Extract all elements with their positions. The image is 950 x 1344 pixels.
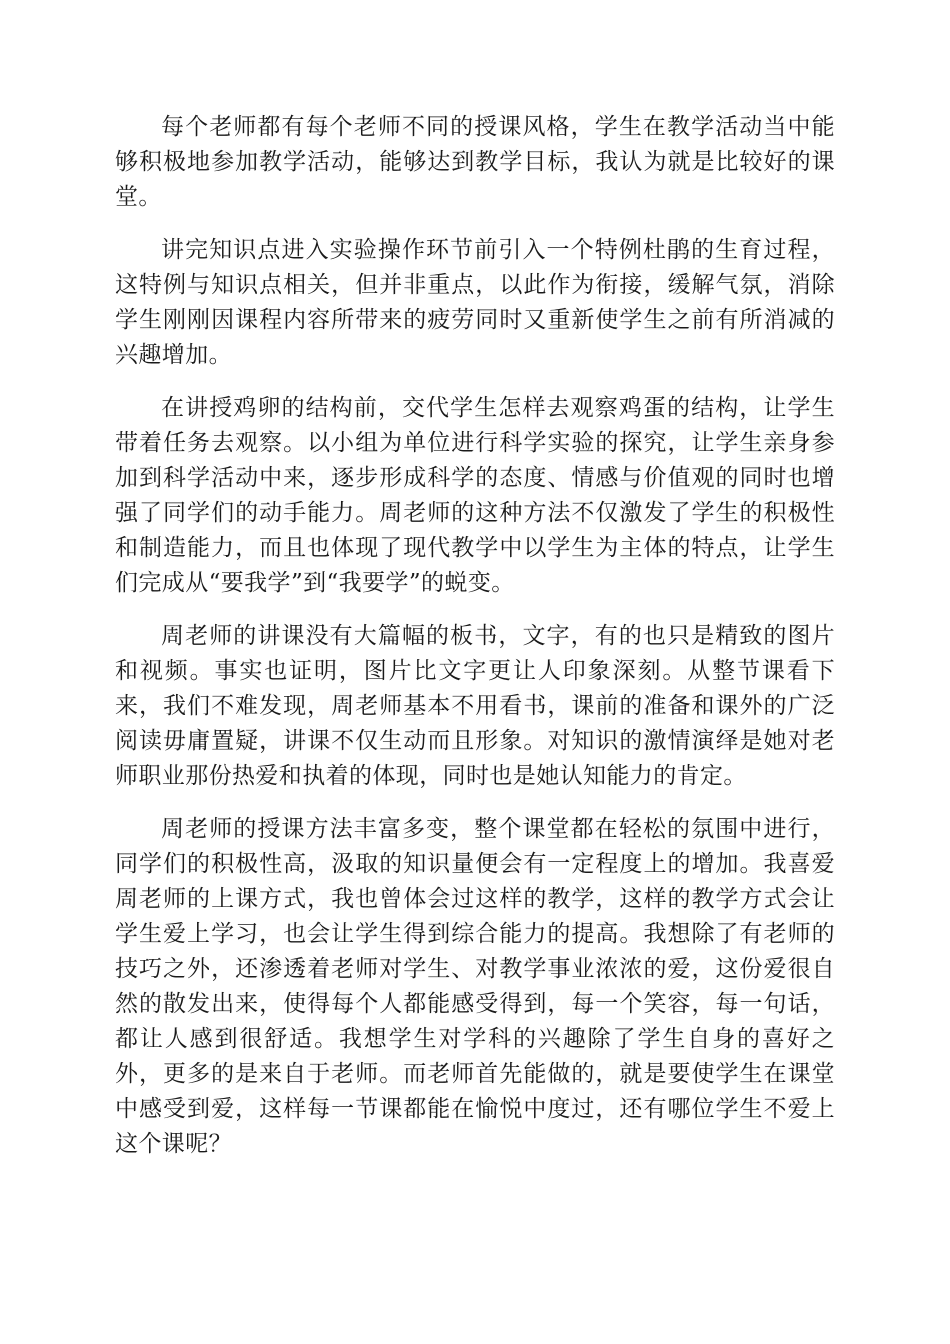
paragraph-2: 讲完知识点进入实验操作环节前引入一个特例杜鹃的生育过程，这特例与知识点相关，但并非重点，以此作为衔接，缓解气氛，消除学生刚刚因课程内容所带来的疲劳同时又重新使学生之前有所消减的兴趣增加。 [115, 237, 835, 368]
document-body [115, 110, 835, 1180]
paragraph-1: 每个老师都有每个老师不同的授课风格，学生在教学活动当中能够积极地参加教学活动，能够达到教学目标，我认为就是比较好的课堂。 [115, 114, 835, 210]
paragraph-3: 在讲授鸡卵的结构前，交代学生怎样去观察鸡蛋的结构，让学生带着任务去观察。以小组为单位进行科学实验的探究，让学生亲身参加到科学活动中来，逐步形成科学的态度、情感与价值观的同时也增强了同学们的动手能力。周老师的这种方法不仅激发了学生的积极性和制造能力，而且也体现了现代教学中以学生为主体的特点，让学生们完成从“要我学”到“我要学”的蜕变。 [115, 395, 835, 596]
paragraph-5: 周老师的授课方法丰富多变，整个课堂都在轻松的氛围中进行，同学们的积极性高，汲取的知识量便会有一定程度上的增加。我喜爱周老师的上课方式，我也曾体会过这样的教学，这样的教学方式会让学生爱上学习，也会让学生得到综合能力的提高。我想除了有老师的技巧之外，还渗透着老师对学生、对教学事业浓浓的爱，这份爱很自然的散发出来，使得每个人都能感受得到，每一个笑容，每一句话，都让人感到很舒适。我想学生对学科的兴趣除了学生自身的喜好之外，更多的是来自于老师。而老师首先能做的，就是要使学生在课堂中感受到爱，这样每一节课都能在愉悦中度过，还有哪位学生不爱上这个课呢？ [115, 816, 835, 1157]
paragraph-4: 周老师的讲课没有大篇幅的板书，文字，有的也只是精致的图片和视频。事实也证明，图片比文字更让人印象深刻。从整节课看下来，我们不难发现，周老师基本不用看书，课前的准备和课外的广泛阅读毋庸置疑，讲课不仅生动而且形象。对知识的激情演绎是她对老师职业那份热爱和执着的体现，同时也是她认知能力的肯定。 [115, 623, 835, 789]
